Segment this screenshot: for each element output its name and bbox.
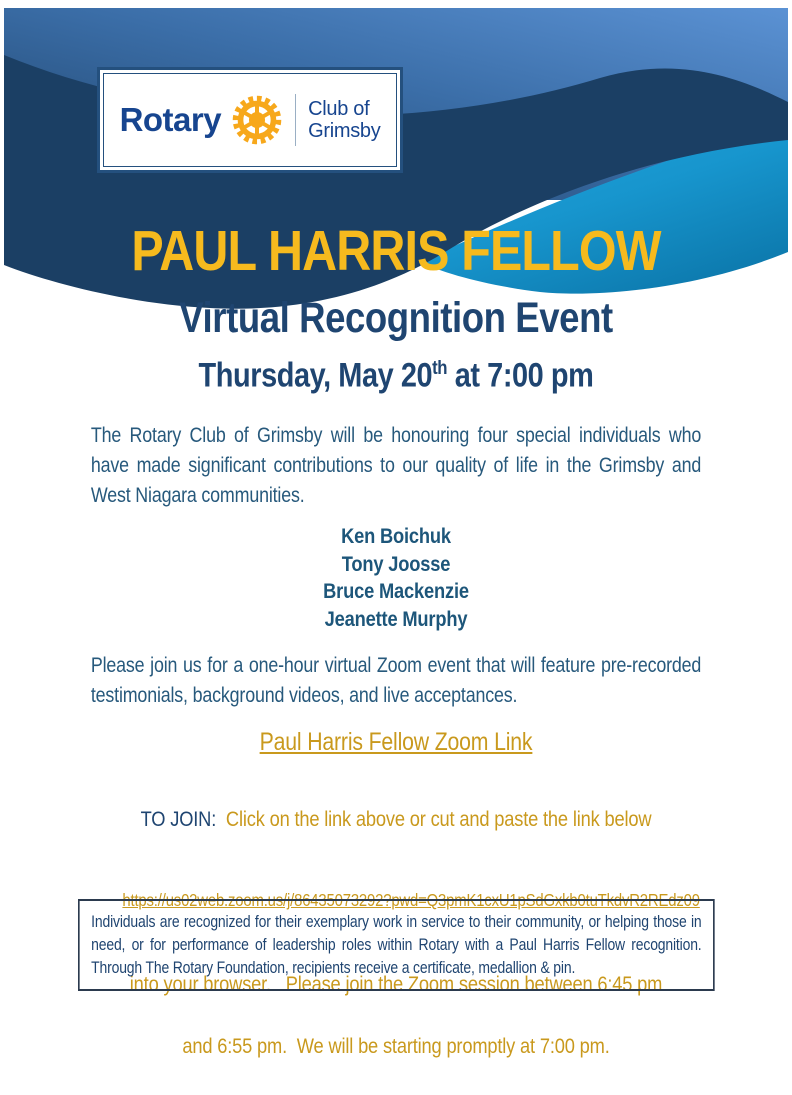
club-name	[308, 98, 380, 143]
zoom-link[interactable]: Paul Harris Fellow Zoom Link	[259, 728, 533, 757]
event-date-main: Thursday, May 20	[198, 356, 433, 395]
recognition-note-box: Individuals are recognized for their exemplary work in service to their community, or helping those in need, or for performance of leadership roles within Rotary with a Paul Harris Fellow recognition. Through The Rotary Foundation, recipients receive a certificate, medallion & pin.	[78, 899, 715, 991]
page-title: PAUL HARRIS FELLOW	[131, 219, 661, 283]
event-date-time: at 7:00 pm	[447, 356, 594, 395]
club-name-line1: Club of	[308, 97, 370, 120]
zoom-link-row	[59, 727, 732, 757]
start-time-line: and 6:55 pm. We will be starting promptly at 7:00 pm.	[182, 1034, 610, 1059]
event-details-paragraph: Please join us for a one-hour virtual Zoom event that will feature pre-recorded testimonials, background videos, and live acceptances.	[90, 654, 702, 708]
club-name-line2: Grimsby	[308, 120, 381, 142]
rotary-wheel-icon	[231, 94, 283, 146]
event-date-ordinal: th	[432, 357, 448, 379]
to-join-label: TO JOIN:	[140, 807, 217, 832]
intro-paragraph: The Rotary Club of Grimsby will be honouring four special individuals who have made significant contributions to our quality of life in the Grimsby and West Niagara communities.	[90, 424, 702, 508]
to-join-text: Click on the link above or cut and paste the link below	[216, 807, 652, 832]
event-date	[59, 348, 732, 395]
honouree-name: Jeanette Murphy	[324, 606, 468, 631]
rotary-wordmark: Rotary	[119, 101, 222, 138]
rotary-logo	[103, 73, 397, 167]
logo-divider	[295, 94, 296, 146]
zoom-url-link[interactable]: https://us02web.zoom.us/j/86435073292?pwd=Q3pmK1cxU1pSdGxkb0tuTkdvR2REdz09	[122, 890, 700, 911]
to-join-line	[59, 807, 732, 831]
event-subtitle: Virtual Recognition Event	[179, 294, 613, 342]
honouree-name: Ken Boichuk	[341, 524, 451, 549]
honouree-list	[59, 523, 732, 633]
browser-instruction-line: into your browser. Please join the Zoom session between 6:45 pm	[129, 972, 663, 997]
honouree-name: Tony Joosse	[341, 551, 451, 576]
honouree-name: Bruce Mackenzie	[323, 579, 469, 604]
rotary-logo-box	[97, 67, 403, 173]
